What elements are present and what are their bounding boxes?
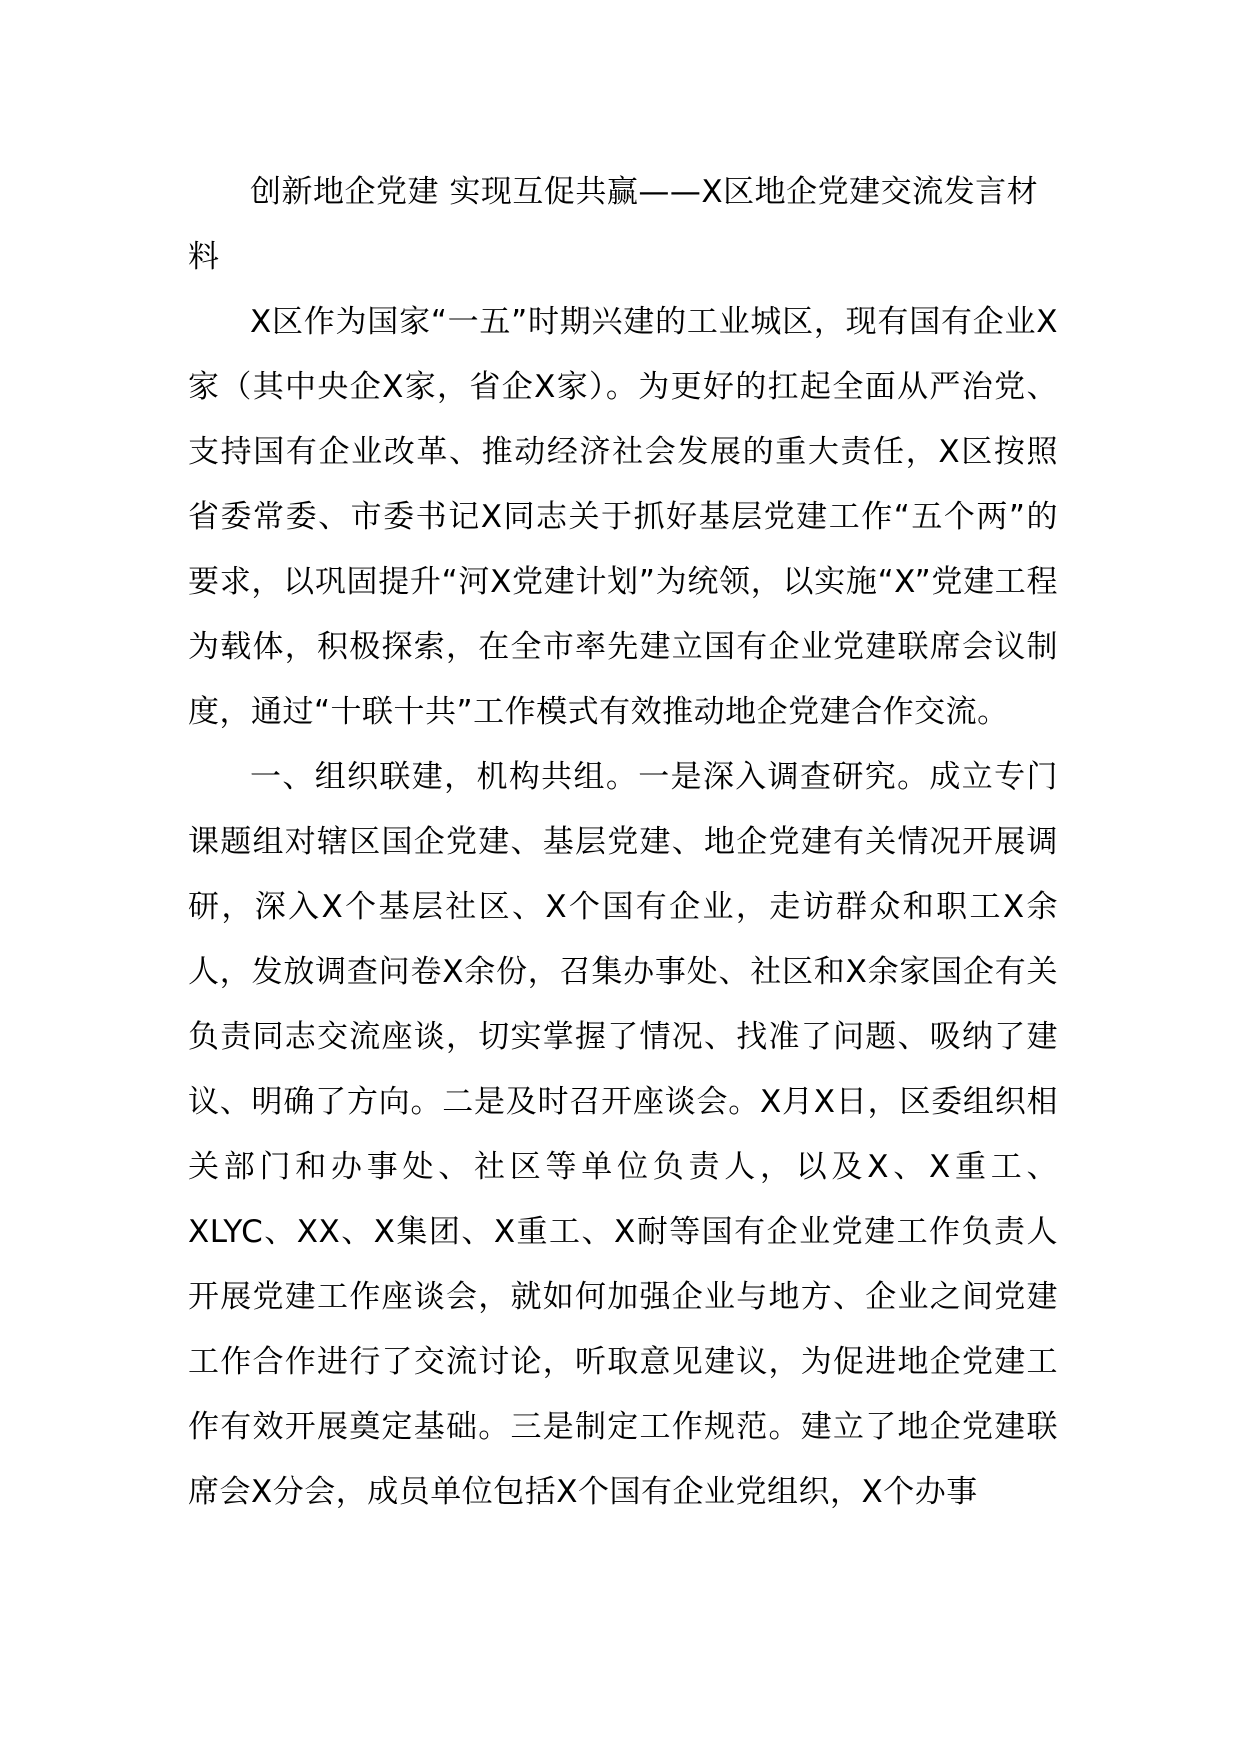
paragraph-section-one: 一、组织联建，机构共组。一是深入调查研究。成立专门课题组对辖区国企党建、基层党建、地企党建有关情况开展调研，深入X个基层社区、X个国有企业，走访群众和职工X余人，发放调查问卷X余份，召集办事处、社区和X余家国企有关负责同志交流座谈，切实掌握了情况、找准了问题、吸纳了建议、明确了方向。二是及时召开座谈会。X月X日，区委组织相关部门和办事处、社区等单位负责人，以及X、X重工、XLYC、XX、X集团、X重工、X耐等国有企业党建工作负责人开展党建工作座谈会，就如何加强企业与地方、企业之间党建工作合作进行了交流讨论，听取意见建议，为促进地企党建工作有效开展奠定基础。三是制定工作规范。建立了地企党建联席会X分会，成员单位包括X个国有企业党组织，X个办事 (188, 759, 1058, 1510)
document-page (188, 160, 1058, 1525)
document-title: 创新地企党建 实现互促共赢——X区地企党建交流发言材料 (188, 174, 1039, 275)
paragraph-intro: X区作为国家“一五”时期兴建的工业城区，现有国有企业X家（其中央企X家，省企X家）。为更好的扛起全面从严治党、支持国有企业改革、推动经济社会发展的重大责任，X区按照省委常委、市委书记X同志关于抓好基层党建工作“五个两”的要求，以巩固提升“河X党建计划”为统领，以实施“X”党建工程为载体，积极探索，在全市率先建立国有企业党建联席会议制度，通过“十联十共”工作模式有效推动地企党建合作交流。 (188, 304, 1058, 730)
